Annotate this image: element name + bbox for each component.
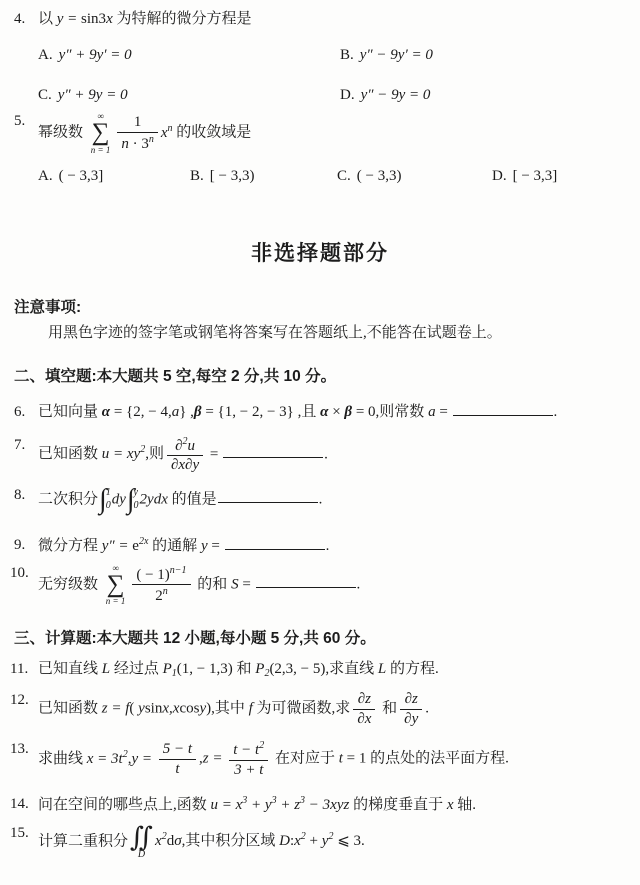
option-c xyxy=(337,167,492,186)
question-6 xyxy=(0,403,640,422)
period: . xyxy=(356,576,361,593)
period: . xyxy=(318,491,323,508)
question-text: 以 y = sin3x 为特解的微分方程是 xyxy=(38,11,252,27)
section-3-title: 三、计算题:本大题共 12 小题,每小题 5 分,共 60 分。 xyxy=(14,629,376,647)
option-d xyxy=(492,167,557,186)
integral-lower-limit: 0 xyxy=(133,500,139,512)
question-9 xyxy=(0,536,640,556)
term: $x^n$ xyxy=(160,122,173,141)
option-formula: ( − 3,3) xyxy=(356,167,402,184)
option-label: C. xyxy=(38,86,52,103)
question-text: = xyxy=(206,446,223,463)
question-4-options-row-1 xyxy=(38,46,640,65)
question-7 xyxy=(0,436,640,474)
integral-icon: ∫ xyxy=(99,483,107,515)
question-4 xyxy=(0,10,640,29)
section-2-title: 二、填空题:本大题共 5 空,每空 2 分,共 10 分。 xyxy=(14,368,337,385)
option-label: D. xyxy=(340,86,355,103)
question-text: 幂级数 xyxy=(38,124,87,141)
period: . xyxy=(553,404,558,420)
double-integral-icon: ∬ xyxy=(130,822,154,852)
fraction xyxy=(353,691,375,727)
option-formula: [ − 3,3] xyxy=(512,167,558,184)
question-5 xyxy=(0,112,640,154)
sigma-icon: ∑ xyxy=(106,570,125,598)
sum-lower-limit: n = 1 xyxy=(105,595,126,606)
question-10 xyxy=(0,564,640,606)
period: . xyxy=(324,446,328,463)
option-b xyxy=(190,167,337,186)
fraction xyxy=(132,565,190,605)
question-number: 14. xyxy=(10,796,29,813)
fraction xyxy=(117,114,158,152)
answer-blank xyxy=(256,585,356,588)
question-text: 已知函数 z = f( ysinx,xcosy),其中 f 为可微函数,求 xyxy=(38,700,351,717)
option-label: B. xyxy=(340,46,354,63)
question-text: 求曲线 $x = 3t^2,y$ = xyxy=(38,748,156,767)
fraction-numerator: ∂z xyxy=(353,691,375,710)
question-text: 无穷级数 xyxy=(38,576,102,593)
question-13 xyxy=(0,740,640,778)
integral-domain-label: D xyxy=(137,849,146,860)
answer-blank xyxy=(223,455,323,458)
option-label: A. xyxy=(38,167,53,184)
fraction-denominator: ∂y xyxy=(404,710,419,727)
answer-blank xyxy=(225,547,325,550)
integral-lower-limit: 0 xyxy=(105,500,111,512)
fraction-numerator: ( − 1)$^{n-1}$ xyxy=(132,565,190,586)
summation-symbol xyxy=(91,112,111,154)
fraction-numerator: ∂z xyxy=(400,691,422,710)
question-text: 和 xyxy=(378,700,398,717)
option-a xyxy=(38,46,340,65)
question-text: 2ydx 的值是 xyxy=(139,491,217,508)
integral-upper-limit: 1 xyxy=(105,486,111,498)
question-number: 10. xyxy=(10,564,29,581)
fraction-denominator: 2$^n$ xyxy=(155,586,168,605)
option-d xyxy=(340,86,430,105)
sigma-icon: ∑ xyxy=(91,119,110,147)
question-number: 7. xyxy=(14,436,26,453)
answer-blank xyxy=(218,500,318,503)
question-number: 5. xyxy=(14,113,26,130)
fraction-numerator: 5 − t xyxy=(159,741,196,760)
question-5-options-row xyxy=(38,167,640,186)
option-formula: ( − 3,3] xyxy=(58,167,104,184)
question-text: 在对应于 t = 1 的点处的法平面方程. xyxy=(271,750,509,767)
fraction-denominator: ∂x xyxy=(357,710,372,727)
question-15 xyxy=(0,824,640,860)
question-text: 的收敛域是 xyxy=(172,124,252,141)
question-text: 的和 S = xyxy=(193,576,255,593)
period: . xyxy=(325,537,330,554)
question-12 xyxy=(0,691,640,727)
section-header: 非选择题部分 xyxy=(251,242,389,266)
fraction xyxy=(159,741,196,777)
question-text: ,z = xyxy=(199,750,227,767)
question-number: 9. xyxy=(14,536,26,553)
question-8 xyxy=(0,483,640,515)
integral-symbol xyxy=(99,483,111,515)
fraction xyxy=(229,740,268,778)
option-label: D. xyxy=(492,167,507,184)
option-label: B. xyxy=(190,167,204,184)
question-text: 已知向量 α = {2, − 4,a} ,β = {1, − 2, − 3} ,且 α × β = 0,则常数 a = xyxy=(38,404,452,420)
notes-body: 用黑色字迹的签字笔或钢笔将答案写在答题纸上,不能答在试题卷上。 xyxy=(48,325,502,342)
question-number: 12. xyxy=(10,692,29,709)
question-text: 二次积分 xyxy=(38,491,99,508)
fraction-denominator: 3 + t xyxy=(234,761,264,778)
question-text: 问在空间的哪些点上,函数 $u = x^3 + y^3 + z^3 - 3xyz$ 的梯度垂直于 x 轴. xyxy=(38,795,477,814)
question-text: 微分方程 $y'' = e^{2x}$ 的通解 y = xyxy=(38,535,224,554)
sum-upper-limit: ∞ xyxy=(112,562,119,573)
option-formula: y″ + 9y = 0 xyxy=(57,86,128,103)
question-number: 15. xyxy=(10,825,29,841)
option-formula: y″ − 9y = 0 xyxy=(360,86,431,103)
option-a xyxy=(38,167,190,186)
fraction-denominator: ∂x∂y xyxy=(170,457,200,474)
fraction-numerator: $t - t^2$ xyxy=(229,740,268,761)
question-text: dy xyxy=(111,491,126,508)
integral-symbol xyxy=(126,483,139,515)
option-b xyxy=(340,46,433,65)
question-14 xyxy=(0,795,640,815)
question-text: 已知函数 $u = xy^2$,则 xyxy=(38,444,164,463)
question-text: 已知直线 L 经过点 $P_1(1$, − 1,3) 和 $P_2(2,3$, − 5),求直线 L 的方程. xyxy=(38,660,439,679)
question-4-options-row-2 xyxy=(38,86,640,105)
sum-upper-limit: ∞ xyxy=(97,111,104,122)
integral-icon: ∫ xyxy=(126,483,135,515)
option-formula: [ − 3,3) xyxy=(209,167,255,184)
question-number: 4. xyxy=(14,11,26,27)
summation-symbol xyxy=(106,564,126,606)
question-number: 13. xyxy=(10,741,29,758)
fraction-denominator: $n \cdot 3^n$ xyxy=(121,133,154,152)
sum-lower-limit: n = 1 xyxy=(90,144,111,155)
question-number: 6. xyxy=(14,404,26,420)
question-text: $x^2d\sigma$,其中积分区域 $D:x^2 + y^2$ ⩽ 3. xyxy=(155,831,365,850)
fraction-denominator: t xyxy=(175,760,180,777)
fraction xyxy=(167,436,203,474)
fraction-numerator: ∂$^2$u xyxy=(167,436,203,457)
option-label: A. xyxy=(38,46,53,63)
notes-title: 注意事项: xyxy=(14,299,82,317)
integral-upper-limit: y xyxy=(133,486,138,498)
question-11 xyxy=(0,660,640,681)
fraction xyxy=(400,691,422,727)
option-label: C. xyxy=(337,167,351,184)
answer-blank xyxy=(453,413,553,416)
fraction-numerator: 1 xyxy=(117,114,158,133)
option-formula: y″ − 9y′ = 0 xyxy=(359,46,433,63)
question-number: 11. xyxy=(10,660,29,677)
question-text: . xyxy=(425,700,429,717)
option-formula: y″ + 9y′ = 0 xyxy=(58,46,132,63)
option-c xyxy=(38,86,340,105)
question-text: 计算二重积分 xyxy=(38,833,129,850)
double-integral-symbol xyxy=(130,824,153,860)
question-number: 8. xyxy=(14,486,26,503)
